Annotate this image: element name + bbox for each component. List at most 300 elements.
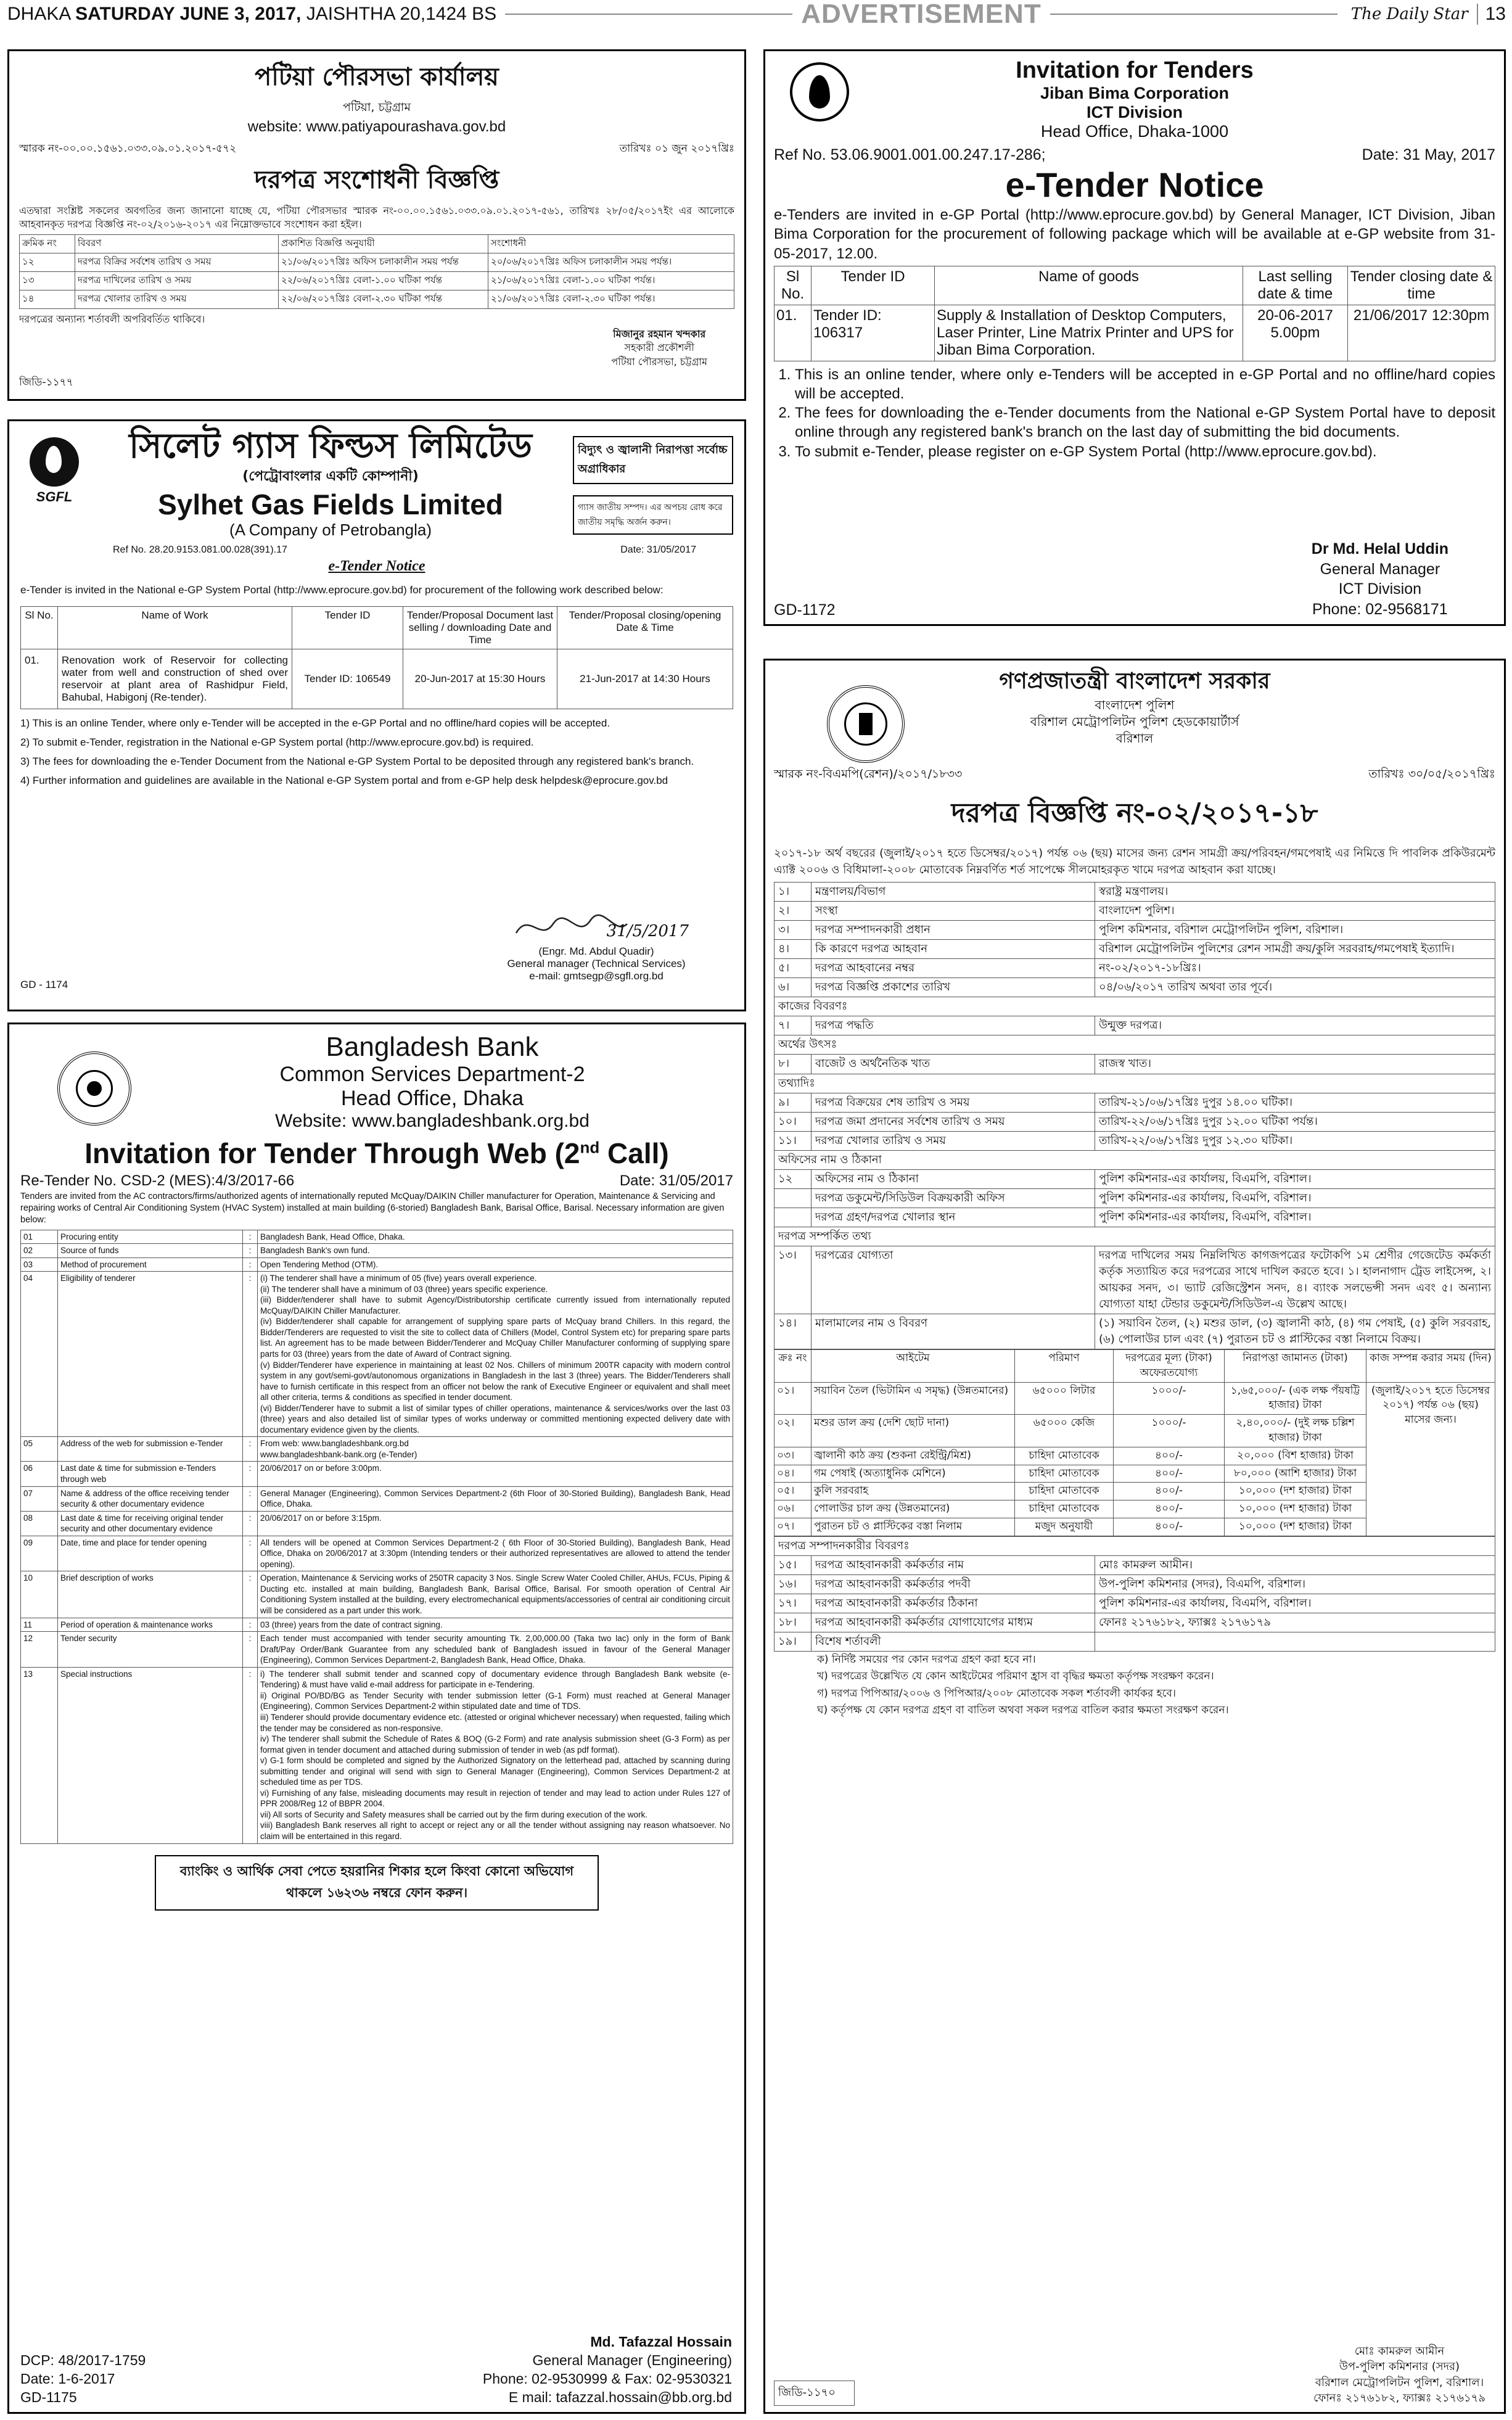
signer-phone: Phone: 02-9568171 bbox=[1312, 600, 1448, 618]
table-row bbox=[774, 1074, 1495, 1093]
cell-colon: : bbox=[243, 1486, 258, 1511]
cell: Tender ID: 106317 bbox=[811, 305, 935, 361]
cell: ১০। bbox=[774, 1112, 811, 1131]
ad-code: GD-1172 bbox=[774, 601, 836, 619]
cell: 01. bbox=[21, 649, 58, 709]
ref-date: Date: 31 May, 2017 bbox=[1362, 146, 1495, 163]
cell: ২০,০০০ (বিশ হাজার) টাকা bbox=[1225, 1447, 1366, 1465]
col-header: কাজ সম্পন্ন করার সময় (দিন) bbox=[1366, 1349, 1495, 1382]
signer-org: পটিয়া পৌরসভা, চট্টগ্রাম bbox=[611, 355, 707, 368]
col-header: ক্রমিক নং bbox=[20, 235, 75, 253]
table-row bbox=[774, 1055, 1495, 1074]
cell-colon: : bbox=[243, 1632, 258, 1668]
table-row bbox=[21, 1486, 733, 1511]
table-row bbox=[774, 997, 1495, 1016]
cell: 06 bbox=[21, 1462, 58, 1486]
memo-number: স্মারক নং-০০.০০.১৫৬১.০৩৩.০৯.০১.২০১৭-৫৭২ bbox=[19, 142, 237, 155]
cell: ২,৪০,০০০/- (দুই লক্ষ চল্লিশ হাজার) টাকা bbox=[1225, 1415, 1366, 1447]
signer-org: বরিশাল মেট্রোপলিটন পুলিশ, বরিশাল। bbox=[1315, 2376, 1484, 2389]
org-name: Jiban Bima Corporation bbox=[1040, 84, 1230, 102]
bangladesh-bank-ad bbox=[7, 1023, 746, 2414]
table-row bbox=[774, 1613, 1495, 1632]
cell: পোলাউর চাল ক্রয় (উন্নতমানের) bbox=[811, 1500, 1015, 1518]
section-label: কাজের বিবরণঃ bbox=[774, 997, 1495, 1016]
cell: ২১/০৬/২০১৭খ্রিঃ অফিস চলাকালীন সময় পর্যন্ত bbox=[279, 253, 488, 272]
cell: উপ-পুলিশ কমিশনার (সদর), বিএমপি, বরিশাল। bbox=[1095, 1574, 1495, 1594]
office: বরিশাল মেট্রোপলিটন পুলিশ হেডকোয়ার্টার্স bbox=[1030, 714, 1239, 729]
section-title: ADVERTISEMENT bbox=[801, 0, 1042, 29]
cell-colon: : bbox=[243, 1462, 258, 1486]
cell: 10 bbox=[21, 1571, 58, 1618]
cell: ৮। bbox=[774, 1055, 811, 1074]
table-row bbox=[774, 305, 1495, 361]
section-label: অর্থের উৎসঃ bbox=[774, 1035, 1495, 1055]
cell: সংস্থা bbox=[811, 901, 1095, 920]
note-item: 1. This is an online tender, where only e-Tenders will be accepted in e-GP Portal and no offline/hard copies will be accepted. bbox=[795, 365, 1495, 403]
cell: চাহিদা মোতাবেক bbox=[1015, 1447, 1114, 1465]
cell: ১৫। bbox=[774, 1555, 811, 1574]
cell: 09 bbox=[21, 1536, 58, 1571]
cell: দরপত্র বিক্রয়ের শেষ তারিখ ও সময় bbox=[811, 1093, 1095, 1112]
cell: ৯। bbox=[774, 1093, 811, 1112]
cell: তারিখ-২১/০৬/১৭খ্রিঃ দুপুর ১৪.০০ ঘটিকা। bbox=[1095, 1093, 1495, 1112]
cell: ফোনঃ ২১৭৬১৮২, ফ্যাক্সঃ ২১৭৬১৭৯ bbox=[1095, 1613, 1495, 1632]
table-row bbox=[21, 1536, 733, 1571]
cell: Bangladesh Bank, Head Office, Dhaka. bbox=[258, 1230, 733, 1244]
cell: ১৮। bbox=[774, 1613, 811, 1632]
heading-end: Call) bbox=[599, 1137, 669, 1169]
dcp-number: DCP: 48/2017-1759 bbox=[20, 2352, 146, 2369]
dcp-date: Date: 1-6-2017 bbox=[20, 2371, 115, 2387]
page-number: 13 bbox=[1477, 4, 1506, 25]
cell: Address of the web for submission e-Tender bbox=[58, 1437, 243, 1462]
col-header: আইটেম bbox=[811, 1349, 1015, 1382]
cell: (১) সয়াবিন তৈল, (২) মশুর ডাল, (৩) জ্বালানী কাঠ, (৪) গম পেষাই, (৫) কুলি সরবরাহ, (৬) পোলাউর চাল এবং (৭) পুরাতন চট ও প্লাস্টিকের বস্তা নিলামে বিক্রয়। bbox=[1095, 1314, 1495, 1349]
notes-list bbox=[20, 717, 733, 788]
ref-number: Ref No. 28.20.9153.081.00.028(391).17 bbox=[113, 545, 287, 556]
table-row bbox=[774, 1131, 1495, 1150]
cell: মশুর ডাল ক্রয় (দেশি ছোট দানা) bbox=[811, 1415, 1015, 1447]
table-header bbox=[20, 235, 734, 253]
col-header: Sl No. bbox=[774, 266, 811, 305]
signer-name: Dr Md. Helal Uddin bbox=[1311, 540, 1448, 558]
cell: ২১/০৬/২০১৭খ্রিঃ বেলা-২.৩০ ঘটিকা পর্যন্ত। bbox=[488, 290, 734, 309]
table-row bbox=[774, 1150, 1495, 1169]
masthead-rule bbox=[1050, 14, 1337, 15]
cell: Period of operation & maintenance works bbox=[58, 1618, 243, 1632]
ref-date: Date: 31/05/2017 bbox=[620, 545, 696, 556]
ad-code: জিডি-১১৭৭ bbox=[19, 376, 73, 389]
note-item: 3. To submit e-Tender, please register on e-GP System Portal (http://www.eprocure.gov.bd). bbox=[795, 442, 1495, 461]
cell: ৬৫০০০ লিটার bbox=[1015, 1382, 1114, 1415]
table-row bbox=[21, 1667, 733, 1843]
cell: দরপত্র দাখিলের সময় নিম্নলিখিত কাগজপত্রের ফটোকপি ১ম শ্রেণীর গেজেটেড কর্মকর্তা কর্তৃক সত্যায়িত করে দরপত্রের সাথে দাখিল করতে হবে। ১। হালনাগাদ ট্রেড লাইসেন্স, ২। আয়কর সনদ, ৩। ভ্যাট রেজিস্ট্রেশন সনদ, ৪। ব্যাংক সলভেন্সী সনদ এবং ৫। অন্যান্য যোগ্যতা যাহা টেন্ডার ডকুমেন্ট/সিডিউল-এ উল্লেখ আছে। bbox=[1095, 1246, 1495, 1314]
website: website: www.patiyapourashava.gov.bd bbox=[247, 118, 506, 135]
table-header bbox=[21, 607, 733, 649]
notice-body: এতদ্বারা সংশ্লিষ্ট সকলের অবগতির জন্য জানানো যাচ্ছে যে, পটিয়া পৌরসভার স্মারক নং-০০.০০.১৫৬১.০৩৩.০৯.০১.২০১৭-৫৬১, তারিখঃ ২৮/০৫/২০১৭ইং এর আলোকে আহবানকৃত দরপত্র বিজ্ঞপ্তি নং-০২/২০১৬-২০১৭ এর নিম্নোক্তভাবে সংশোধন করা হইল। bbox=[19, 205, 734, 230]
ad-code: জিডি-১১৭০ bbox=[774, 2381, 855, 2406]
cell: 03 bbox=[21, 1257, 58, 1272]
cell: দরপত্র আহবানের নম্বর bbox=[811, 958, 1095, 977]
cell: 21-Jun-2017 at 14:30 Hours bbox=[557, 649, 733, 709]
cell: দরপত্র পদ্ধতি bbox=[811, 1016, 1095, 1035]
cell: 04 bbox=[21, 1272, 58, 1437]
table-row bbox=[21, 1230, 733, 1244]
cell: i) The tenderer shall submit tender and scanned copy of documentary evidence through Bangladesh Bank website (e-Tendering) & must have valid e-mail address for participate in e-Tendering. ii) Original PO/BD/BG as Tender Security with tender submission letter (G-1 Form) must reached at General Manager (Engineering), Common Services Department-2 within stipulated date and time of TDS. iii) Tenderer should provide documentary evidence etc. (attested or original whichever necessary) when requested, failing which the tender may be considered as non-responsive. iv) The tenderer shall submit the Schedule of Rates & BOQ (G-2 Form) and rate analysis submission sheet (G-3 Form) as per format given in tender document and attached during submission of tender in web (as pdf format). v) G-1 form should be completed and signed by the Authorized Signatory on the letterhead pad, attached by scanning during submitting tender and original will send with sign to General Manager (Engineering), Common Services Department-2 at scheduled time as per TDS. vi) Furnishing of any false, misleading documents may result in rejection of tender and may lead to action under Rules 127 of PPR 2008/Reg 12 of BBPR 2004. vii) All sorts of Security and Safety measures shall be carried out by the firm during execution of the work. viii) Bangladesh Bank reserves all right to accept or reject any or all the tender without assigning nay reason whatsoever. No claim will be entertained in this regard. bbox=[258, 1667, 733, 1843]
cell-colon: : bbox=[243, 1571, 258, 1618]
cell: জ্বালানী কাঠ ক্রয় (শুকনা রেইন্ট্রি/মিশ্র) bbox=[811, 1447, 1015, 1465]
cell: Last date & time for receiving original tender security and other documentary evidence bbox=[58, 1511, 243, 1536]
col-header: Tender ID bbox=[811, 266, 935, 305]
signer-name: মিজানুর রহমান খন্দকার bbox=[613, 328, 706, 340]
cell: Source of funds bbox=[58, 1244, 243, 1258]
cell-colon: : bbox=[243, 1536, 258, 1571]
cell: দরপত্র খোলার তারিখ ও সময় bbox=[75, 290, 279, 309]
signer-email: E mail: tafazzal.hossain@bb.org.bd bbox=[508, 2389, 732, 2406]
table-row bbox=[21, 1632, 733, 1668]
office: Head Office, Dhaka bbox=[340, 1087, 524, 1110]
jiban-bima-ad bbox=[763, 49, 1506, 626]
col-header: সংশোধনী bbox=[488, 235, 734, 253]
table-row bbox=[20, 253, 734, 272]
cell: তারিখ-২২/০৬/১৭খ্রিঃ দুপুর ১২.০০ ঘটিকা পর্যন্ত। bbox=[1095, 1112, 1495, 1131]
table-row bbox=[774, 920, 1495, 939]
cell: ১১। bbox=[774, 1131, 811, 1150]
cell: ৪০০/- bbox=[1114, 1465, 1225, 1483]
cell: ১। bbox=[774, 882, 811, 901]
cell: ১২ bbox=[20, 253, 75, 272]
division: ICT Division bbox=[1086, 103, 1183, 121]
table-row bbox=[774, 1208, 1495, 1227]
table-row bbox=[774, 901, 1495, 920]
note-item: 4) Further information and guidelines are available in the National e-GP System portal and from e-GP help desk helpdesk@eprocure.gov.bd bbox=[20, 775, 668, 787]
notice-heading: দরপত্র সংশোধনী বিজ্ঞপ্তি bbox=[254, 166, 499, 194]
condition-item: ক) নির্দিষ্ট সময়ের পর কোন দরপত্র গ্রহণ করা হবে না। bbox=[817, 1653, 1036, 1666]
slogan-box: বিদ্যুৎ ও জ্বালানী নিরাপত্তা সর্বোচ্চ অগ্রাধিকার bbox=[573, 436, 733, 484]
cell: সয়াবিন তৈল (ভিটামিন এ সমৃদ্ধ) (উন্নতমানের) bbox=[811, 1382, 1015, 1415]
cell: দরপত্র আহবানকারী কর্মকর্তার ঠিকানা bbox=[811, 1594, 1095, 1613]
signer-division: ICT Division bbox=[1338, 580, 1422, 598]
cell: ১৪। bbox=[774, 1314, 811, 1349]
cell: ০৫। bbox=[774, 1483, 811, 1500]
cell: Brief description of works bbox=[58, 1571, 243, 1618]
company-name-en: Sylhet Gas Fields Limited bbox=[158, 488, 503, 521]
condition-item: ঘ) কর্তৃপক্ষ যে কোন দরপত্র গ্রহণ বা বাতিল অথবা সকল দরপত্র বাতিল করার ক্ষমতা সংরক্ষণ করেন। bbox=[817, 1703, 1229, 1716]
cell: দরপত্র দাখিলের তারিখ ও সময় bbox=[75, 272, 279, 290]
table-row bbox=[774, 882, 1495, 901]
cell: ৩। bbox=[774, 920, 811, 939]
cell: পুলিশ কমিশনার-এর কার্যালয়, বিএমপি, বরিশাল। bbox=[1095, 1170, 1495, 1189]
cell: ১৩। bbox=[774, 1246, 811, 1314]
table-row bbox=[774, 1112, 1495, 1131]
table-row bbox=[774, 1170, 1495, 1189]
cell: ৬। bbox=[774, 978, 811, 997]
signer-title: General manager (Technical Services) bbox=[507, 958, 686, 969]
cell: ১২ bbox=[774, 1170, 811, 1189]
patiya-pourashava-ad bbox=[7, 49, 746, 401]
cell-colon: : bbox=[243, 1244, 258, 1258]
table-row bbox=[774, 1016, 1495, 1035]
amendment-table bbox=[19, 234, 734, 309]
cell: ০১। bbox=[774, 1382, 811, 1415]
cell bbox=[774, 1208, 811, 1227]
table-row bbox=[774, 1189, 1495, 1208]
tender-table bbox=[20, 606, 733, 709]
duration-cell: (জুলাই/২০১৭ হতে ডিসেম্বর ২০১৭) পর্যন্ত ০৬ (ছয়) মাসের জন্য। bbox=[1366, 1382, 1495, 1536]
table-row bbox=[21, 1437, 733, 1462]
notes-list bbox=[795, 365, 1495, 461]
cell: 20/06/2017 on or before 3:15pm. bbox=[258, 1511, 733, 1536]
cell: Date, time and place for tender opening bbox=[58, 1536, 243, 1571]
cell: ৪০০/- bbox=[1114, 1447, 1225, 1465]
logo-text: SGFL bbox=[36, 489, 73, 504]
cell: Name & address of the office receiving tender security & other documentary evidence bbox=[58, 1486, 243, 1511]
cell-colon: : bbox=[243, 1272, 258, 1437]
signer-title: উপ-পুলিশ কমিশনার (সদর) bbox=[1339, 2360, 1460, 2374]
table-row bbox=[774, 1555, 1495, 1574]
bank-emblem-icon bbox=[57, 1052, 131, 1126]
table-row bbox=[21, 1257, 733, 1272]
cell: স্বরাষ্ট্র মন্ত্রণালয়। bbox=[1095, 882, 1495, 901]
paper-logo: The Daily Star bbox=[1350, 5, 1468, 23]
cell: মালামালের নাম ও বিবরণ bbox=[811, 1314, 1095, 1349]
cell: 01 bbox=[21, 1230, 58, 1244]
cell: 05 bbox=[21, 1437, 58, 1462]
tender-info-table bbox=[774, 882, 1495, 1349]
cell: ১০,০০০ (দশ হাজার) টাকা bbox=[1225, 1518, 1366, 1536]
section-label: তথ্যাদিঃ bbox=[774, 1074, 1495, 1093]
cell: ০২। bbox=[774, 1415, 811, 1447]
condition-item: গ) দরপত্র পিপিআর/২০০৬ ও পিপিআর/২০০৮ মোতাবেক সকল শর্তাবলী কার্যকর হবে। bbox=[817, 1687, 1176, 1700]
col-header: Sl No. bbox=[21, 607, 58, 649]
cell-colon: : bbox=[243, 1511, 258, 1536]
note-item: 1) This is an online Tender, where only e-Tender will be accepted in the e-GP Portal and no offline/hard copies will be accepted. bbox=[20, 717, 610, 730]
signature bbox=[498, 908, 695, 945]
condition-item: খ) দরপত্রের উল্লেখিত যে কোন আইটেমের পরিমাণ হ্রাস বা বৃদ্ধির ক্ষমতা কর্তৃপক্ষ সংরক্ষণ করেন। bbox=[817, 1670, 1214, 1683]
cell: ২২/০৬/২০১৭খ্রিঃ বেলা-১.০০ ঘটিকা পর্যন্ত bbox=[279, 272, 488, 290]
signer-title: সহকারী প্রকৌশলী bbox=[624, 342, 694, 354]
table-row bbox=[774, 1093, 1495, 1112]
cell: Renovation work of Reservoir for collecting water from well and construction of shed over reservoir at plant area of Rashidpur Field, Bahubal, Habigonj (Re-tender). bbox=[58, 649, 292, 709]
col-header: Tender/Proposal closing/opening Date & Time bbox=[557, 607, 733, 649]
cell: দরপত্র আহবানকারী কর্মকর্তার নাম bbox=[811, 1555, 1095, 1574]
memo-date: তারিখঃ ৩০/০৫/২০১৭খ্রিঃ bbox=[1368, 767, 1495, 781]
cell: ২২/০৬/২০১৭খ্রিঃ বেলা-২.৩০ ঘটিকা পর্যন্ত bbox=[279, 290, 488, 309]
memo-date: তারিখঃ ০১ জুন ২০১৭খ্রিঃ bbox=[619, 142, 734, 155]
cell: চাহিদা মোতাবেক bbox=[1015, 1465, 1114, 1483]
cell: Procuring entity bbox=[58, 1230, 243, 1244]
cell: (i) The tenderer shall have a minimum of 05 (five) years overall experience. (ii) The tenderer shall have a minimum of 03 (three) years specific experience. (iii) Bidder/tenderer shall have to submit Agency/Distributorship certificate currently issued from internationally reputed McQuay/DAIKIN Chiller Manufacturer. (iv) Bidder/tenderer shall capable for arrangement of supplying spare parts of McQuay brand Chillers. In this regard, the Bidder/Tenderers are requested to visit the site to collect data of Chillers (Model, Control System etc) for preparing spare parts list. An agreement has to be made between Bidder/Tenderer and McQuay Chiller Manufacturer conforming of supplying spare parts for 03 (three) years from the date of Award of Contract signing. (v) Bidder/Tenderer have experience in maintaining at least 02 Nos. Chillers of minimum 200TR capacity with modern control system in any govt/semi-govt/autonomous organizations in Bangladesh in the last 3 (three) years. The Bidder/Tenderers shall have to furnish certificate in this respect from an officer not below the rank of Executive Engineer or equivalent and shall meet all other criteria, terms & conditions as specified in tender document. (vi) Bidder/Tenderer have to submit a list of similar types of chiller operations, maintenance & services/works over the last 03 (three) years and also detailed list of similar types of works underway or committed mentioning expected delivery date with documentary evidence given by the clients. bbox=[258, 1272, 733, 1437]
col-header: Tender/Proposal Document last selling / downloading Date and Time bbox=[403, 607, 557, 649]
cell: তারিখ-২২/০৬/১৭খ্রিঃ দুপুর ১২.৩০ ঘটিকা। bbox=[1095, 1131, 1495, 1150]
cell: Method of procurement bbox=[58, 1257, 243, 1272]
table-header bbox=[774, 1349, 1495, 1382]
cell: 20-06-2017 5.00pm bbox=[1243, 305, 1348, 361]
cell: 01. bbox=[774, 305, 811, 361]
note-item: 2. The fees for downloading the e-Tender documents from the National e-GP System Portal have to deposit online through any registered bank's branch on the last day of submitting the bid documents. bbox=[795, 403, 1495, 442]
table-row bbox=[774, 939, 1495, 958]
cell: ২০/০৬/২০১৭খ্রিঃ অফিস চলাকালীন সময় পর্যন্ত। bbox=[488, 253, 734, 272]
cell: ০৪। bbox=[774, 1465, 811, 1483]
cell: বরিশাল মেট্রোপলিটন পুলিশের রেশন সামগ্রী ক্রয়/কুলি সরবরাহ/গমপেষাই ইত্যাদি। bbox=[1095, 939, 1495, 958]
signer-email: e-mail: gmtsegp@sgfl.org.bd bbox=[529, 970, 664, 982]
table-row bbox=[774, 1035, 1495, 1055]
table-row bbox=[774, 1632, 1495, 1652]
col-header: নিরাপত্তা জামানত (টাকা) bbox=[1225, 1349, 1366, 1382]
cell: Each tender must accompanied with tender security amounting Tk. 2,00,000.00 (Taka two lac) only in the form of Bank Draft/Pay Order/Bank Guarantee from any scheduled bank of Bangladesh issued in favour of the General Manager (Engineering), Common Services Department-2, Bangladesh Bank, Head Office, Dhaka. bbox=[258, 1632, 733, 1668]
table-header bbox=[774, 266, 1495, 305]
cell: দরপত্র খোলার তারিখ ও সময় bbox=[811, 1131, 1095, 1150]
table-row bbox=[21, 1511, 733, 1536]
cell: ০৬। bbox=[774, 1500, 811, 1518]
gov-name: গণপ্রজাতন্ত্রী বাংলাদেশ সরকার bbox=[999, 669, 1270, 694]
note: দরপত্রের অন্যান্য শর্তাবলী অপরিবর্তিত থাকিবে। bbox=[19, 313, 205, 326]
cell: পুলিশ কমিশনার-এর কার্যালয়, বিএমপি, বরিশাল। bbox=[1095, 1594, 1495, 1613]
cell: ১০০০/- bbox=[1114, 1415, 1225, 1447]
officer-info-table bbox=[774, 1536, 1495, 1652]
cell: ১৬। bbox=[774, 1574, 811, 1594]
col-header: পরিমাণ bbox=[1015, 1349, 1114, 1382]
cell: দরপত্র বিক্রির সর্বশেষ তারিখ ও সময় bbox=[75, 253, 279, 272]
cell: ৫। bbox=[774, 958, 811, 977]
cell: মজুদ অনুযায়ী bbox=[1015, 1518, 1114, 1536]
cell-colon: : bbox=[243, 1667, 258, 1843]
signer-name: (Engr. Md. Abdul Quadir) bbox=[538, 945, 654, 957]
cell: 11 bbox=[21, 1618, 58, 1632]
cell: Open Tendering Method (OTM). bbox=[258, 1257, 733, 1272]
cell: ১৭। bbox=[774, 1594, 811, 1613]
cell: 03 (three) years from the date of contract signing. bbox=[258, 1618, 733, 1632]
cell-colon: : bbox=[243, 1618, 258, 1632]
cell: ৭। bbox=[774, 1016, 811, 1035]
cell: 20/06/2017 on or before 3:00pm. bbox=[258, 1462, 733, 1486]
tender-table bbox=[774, 266, 1495, 361]
complaint-notice: ব্যাংকিং ও আর্থিক সেবা পেতে হয়রানির শিকার হলে কিংবা কোনো অভিযোগ থাকলে ১৬২৩৬ নম্বরে ফোন করুন। bbox=[155, 1855, 599, 1911]
signature-date: 31/5/2017 bbox=[606, 922, 689, 940]
table-row bbox=[21, 1618, 733, 1632]
signer-name: Md. Tafazzal Hossain bbox=[590, 2334, 732, 2350]
col-header: বিবরণ bbox=[75, 235, 279, 253]
table-row bbox=[21, 1462, 733, 1486]
cell: 20-Jun-2017 at 15:30 Hours bbox=[403, 649, 557, 709]
office: Head Office, Dhaka-1000 bbox=[1040, 122, 1229, 141]
col-header: Tender closing date & time bbox=[1348, 266, 1495, 305]
cell: ০৭। bbox=[774, 1518, 811, 1536]
special-conditions bbox=[774, 1652, 1495, 1719]
sgfl-logo bbox=[20, 437, 88, 517]
cell: মোঃ কামরুল আমীন। bbox=[1095, 1555, 1495, 1574]
ref-number: Ref No. 53.06.9001.001.00.247.17-286; bbox=[774, 146, 1046, 163]
company-sub-en: (A Company of Petrobangla) bbox=[229, 521, 432, 540]
col-header: Name of Work bbox=[58, 607, 292, 649]
notice-heading: দরপত্র বিজ্ঞপ্তি নং-০২/২০১৭-১৮ bbox=[951, 797, 1318, 829]
signer-phone: Phone: 02-9530999 & Fax: 02-9530321 bbox=[482, 2371, 732, 2387]
department: Common Services Department-2 bbox=[279, 1063, 585, 1086]
cell: ৪০০/- bbox=[1114, 1500, 1225, 1518]
cell: Eligibility of tenderer bbox=[58, 1272, 243, 1437]
col-header: প্রকাশিত বিজ্ঞপ্তি অনুযায়ী bbox=[279, 235, 488, 253]
cell: Last date & time for submission e-Tenders through web bbox=[58, 1462, 243, 1486]
col-header: Last selling date & time bbox=[1243, 266, 1348, 305]
issue-date: DHAKA SATURDAY JUNE 3, 2017, JAISHTHA 20,1424 BS bbox=[7, 4, 497, 24]
table-row bbox=[21, 1571, 733, 1618]
table-row bbox=[774, 1227, 1495, 1246]
signer-name: মোঃ কামরুল আমীন bbox=[1354, 2345, 1445, 2358]
cell: পুলিশ কমিশনার, বরিশাল মেট্রোপলিটন পুলিশ, বরিশাল। bbox=[1095, 920, 1495, 939]
cell: দরপত্র আহবানকারী কর্মকর্তার যোগাযোগের মাধ্যম bbox=[811, 1613, 1095, 1632]
cell: দরপত্রের যোগ্যতা bbox=[811, 1246, 1095, 1314]
cell: ১০০০/- bbox=[1114, 1382, 1225, 1415]
cell bbox=[1095, 1632, 1495, 1652]
cell: দরপত্র জমা প্রদানের সর্বশেষ তারিখ ও সময় bbox=[811, 1112, 1095, 1131]
heading-sup: nd bbox=[580, 1138, 600, 1157]
cell: কি কারণে দরপত্র আহবান bbox=[811, 939, 1095, 958]
cell: From web: www.bangladeshbank.org.bd www.bangladeshbank-bank.org (e-Tender) bbox=[258, 1437, 733, 1462]
cell: উন্মুক্ত দরপত্র। bbox=[1095, 1016, 1495, 1035]
notice-heading: e-Tender Notice bbox=[328, 558, 425, 575]
cell: ৪০০/- bbox=[1114, 1518, 1225, 1536]
notice-intro: e-Tender is invited in the National e-GP System Portal (http://www.eprocure.gov.bd) for procurement of the following work described below: bbox=[20, 584, 664, 596]
signer-phone: ফোনঃ ২১৭৬১৮২, ফ্যাক্সঃ ২১৭৬১৭৯ bbox=[1313, 2391, 1485, 2405]
notice-heading bbox=[20, 1137, 733, 1170]
cell: Tender security bbox=[58, 1632, 243, 1668]
cell: ৮০,০০০ (আশি হাজার) টাকা bbox=[1225, 1465, 1366, 1483]
section-label: দরপত্র সম্পর্কিত তথ্য bbox=[774, 1227, 1495, 1246]
ad-title: পটিয়া পৌরসভা কার্যালয় bbox=[255, 63, 499, 91]
cell: 13 bbox=[21, 1667, 58, 1843]
ad-code: GD-1175 bbox=[20, 2389, 77, 2406]
cell: বাজেট ও অর্থনৈতিক খাত bbox=[811, 1055, 1095, 1074]
cell: ৪। bbox=[774, 939, 811, 958]
col-header: ক্রঃ নং bbox=[774, 1349, 811, 1382]
col-header: Tender ID bbox=[292, 607, 403, 649]
cell: দরপত্র গ্রহণ/দরপত্র খোলার স্থান bbox=[811, 1208, 1095, 1227]
city: বরিশাল bbox=[1116, 730, 1154, 746]
table-row bbox=[774, 1594, 1495, 1613]
notice-heading: e-Tender Notice bbox=[1005, 165, 1264, 204]
cell: গম পেষাই (অত্যাধুনিক মেশিনে) bbox=[811, 1465, 1015, 1483]
cell: ২। bbox=[774, 901, 811, 920]
bank-name: Bangladesh Bank bbox=[326, 1032, 539, 1062]
cell: Special instructions bbox=[58, 1667, 243, 1843]
cell: ১৩ bbox=[20, 272, 75, 290]
col-header: দরপত্রের মূল্য (টাকা) অফেরতযোগ্য bbox=[1114, 1349, 1225, 1382]
cell bbox=[774, 1189, 811, 1208]
cell: Tender ID: 106549 bbox=[292, 649, 403, 709]
barisal-police-ad bbox=[763, 659, 1506, 2414]
flame-icon bbox=[30, 437, 79, 487]
table-row bbox=[774, 1314, 1495, 1349]
cell: বাংলাদেশ পুলিশ। bbox=[1095, 901, 1495, 920]
memo-number: স্মারক নং-বিএমপি(রেশন)/২০১৭/১৮৩৩ bbox=[774, 767, 963, 781]
police-emblem-icon bbox=[827, 685, 905, 763]
cell: ৬৫০০০ কেজি bbox=[1015, 1415, 1114, 1447]
cell: ১০,০০০ (দশ হাজার) টাকা bbox=[1225, 1483, 1366, 1500]
website: Website: www.bangladeshbank.org.bd bbox=[275, 1111, 590, 1131]
cell: 12 bbox=[21, 1632, 58, 1668]
cell: Bangladesh Bank's own fund. bbox=[258, 1244, 733, 1258]
cell: পুলিশ কমিশনার-এর কার্যালয়, বিএমপি, বরিশাল। bbox=[1095, 1189, 1495, 1208]
retender-number: Re-Tender No. CSD-2 (MES):4/3/2017-66 bbox=[20, 1172, 295, 1189]
cell: ১৯। bbox=[774, 1632, 811, 1652]
notice-intro: e-Tenders are invited in e-GP Portal (http://www.eprocure.gov.bd) by General Manager, ICT Division, Jiban Bima Corporation for the procurement of following package which will be available at e-GP website from 31-05-2017, 12.00. bbox=[774, 207, 1495, 262]
cell: 07 bbox=[21, 1486, 58, 1511]
cell: পুরাতন চট ও প্লাস্টিকের বস্তা নিলাম bbox=[811, 1518, 1015, 1536]
table-row bbox=[20, 290, 734, 309]
table-row bbox=[20, 272, 734, 290]
section-label: অফিসের নাম ও ঠিকানা bbox=[774, 1150, 1495, 1169]
signer-title: General Manager (Engineering) bbox=[532, 2352, 732, 2369]
